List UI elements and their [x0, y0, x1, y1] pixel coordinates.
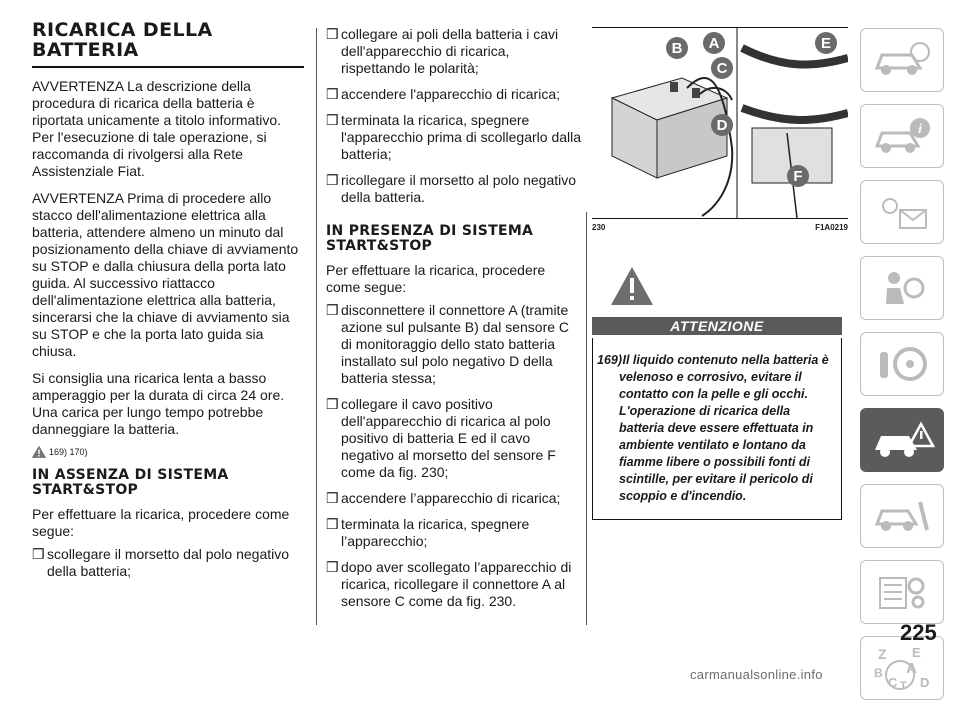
- list-item: ❒ ricollegare il morsetto al polo negativo della batteria.: [326, 172, 577, 205]
- dashboard-warning-icon: [872, 192, 932, 232]
- svg-text:A: A: [906, 660, 917, 677]
- checkbox-bullet-icon: ❒: [326, 396, 339, 412]
- checkbox-bullet-icon: ❒: [326, 490, 339, 506]
- title-divider: [32, 66, 304, 68]
- nav-dashboard-warning[interactable]: [860, 180, 944, 244]
- technical-data-icon: [872, 572, 932, 612]
- figure-code: F1A0219: [815, 223, 848, 232]
- list-item: ❒ accendere l’apparecchio di ricarica;: [326, 490, 561, 506]
- svg-text:B: B: [874, 666, 883, 680]
- column-middle: [326, 26, 582, 619]
- attention-item-text: Il liquido contenuto nella batteria è velenoso e corrosivo, evitare il contatto con la pelle e gli occhi. L'operazione di ricarica della batteria deve essere effettuata in ambiente ventilato e lontano da fiamme libere o possibili fonti di scintille, per evitare il pericolo di scoppio e d'incendio.: [619, 353, 829, 503]
- car-emergency-icon: [869, 418, 935, 462]
- section-intro-no-start-stop: Per effettuare la ricarica, procedere come segue:: [32, 506, 290, 539]
- attention-item-number: 169): [597, 353, 623, 367]
- warning-reference-numbers: 169) 170): [49, 447, 88, 457]
- callout-b: B: [671, 40, 683, 57]
- checkbox-bullet-icon: ❒: [326, 26, 339, 42]
- nav-steering[interactable]: [860, 332, 944, 396]
- callout-d: D: [716, 117, 728, 134]
- battery-figure: [592, 27, 848, 218]
- slow-charge-paragraph: Si consiglia una ricarica lenta a basso amperaggio per la durata di circa 24 ore. Una carica per lungo tempo potrebbe danneggiare la batteria.: [32, 370, 285, 437]
- car-info-icon: [872, 40, 932, 80]
- steering-wheel-icon: [872, 344, 932, 384]
- list-item: ❒ collegare il cavo positivo dell'apparecchio di ricarica al polo positivo di batteria E ed il cavo negativo al morsetto del sensore F come da fig. 230;: [326, 396, 556, 480]
- column-divider: [586, 212, 587, 625]
- svg-text:i: i: [918, 121, 922, 136]
- svg-text:T: T: [900, 680, 907, 692]
- list-item: ❒ disconnettere il connettore A (tramite azione sul pulsante B) dal sensore C di monitoraggio dello stato batteria installato sul polo negativo D della batteria stessa;: [326, 302, 570, 386]
- battery-illustration: [592, 28, 848, 218]
- list-item: ❒ terminata la ricarica, spegnere l'apparecchio prima di scollegarlo dalla batteria;: [326, 112, 582, 162]
- attention-item: [597, 352, 837, 505]
- nav-car-tip[interactable]: [860, 104, 944, 168]
- callout-e: E: [820, 35, 832, 52]
- car-tip-icon: [872, 116, 932, 156]
- figure-number: 230: [592, 223, 606, 232]
- nav-maintenance[interactable]: [860, 484, 944, 548]
- warning-paragraph-2: AVVERTENZA Prima di procedere allo stacco dell'alimentazione elettrica alla batteria, attendere almeno un minuto dal posizionamento della chiave di avviamento su STOP e dalla chiusura della porta lato guida. Al successivo riattacco dell'alimentazione elettrica alla batteria, sincerarsi che la chiave di avviamento sia su STOP e che la porta lato guida sia chiusa.: [32, 190, 299, 359]
- section-intro-start-stop: Per effettuare la ricarica, procedere come segue:: [326, 262, 546, 295]
- attention-title: ATTENZIONE: [592, 317, 842, 335]
- list-item: ❒ accendere l'apparecchio di ricarica;: [326, 86, 561, 102]
- checkbox-bullet-icon: ❒: [326, 302, 339, 318]
- column-left: [32, 20, 304, 589]
- warning-paragraph-1: AVVERTENZA La descrizione della procedura di ricarica della batteria è riportata unicamente a titolo informativo. Per l'esecuzione di tale operazione, si raccomanda di rivolgersi alla Rete Assistenziale Fiat.: [32, 78, 282, 179]
- warning-triangle-icon: [32, 446, 46, 458]
- nav-emergency[interactable]: [860, 408, 944, 472]
- checkbox-bullet-icon: ❒: [326, 172, 339, 188]
- list-item: ❒ scollegare il morsetto dal polo negativo della batteria;: [32, 546, 290, 579]
- nav-car-info[interactable]: [860, 28, 944, 92]
- svg-text:C: C: [888, 675, 898, 690]
- page-number: 225: [900, 620, 937, 645]
- warning-references: [32, 446, 304, 458]
- checkbox-bullet-icon: ❒: [326, 516, 339, 532]
- svg-text:D: D: [920, 675, 930, 690]
- column-right: [592, 27, 848, 520]
- side-navigation: [860, 28, 952, 712]
- watermark: carmanualsonline.info: [690, 667, 823, 682]
- warning-triangle-icon: [610, 266, 654, 306]
- svg-text:Z: Z: [878, 646, 887, 662]
- nav-technical-data[interactable]: [860, 560, 944, 624]
- figure-caption: [592, 218, 848, 232]
- list-item: ❒ collegare ai poli della batteria i cavi dell'apparecchio di ricarica, rispettando le polarità;: [326, 26, 559, 76]
- car-maintenance-icon: [872, 496, 932, 536]
- checkbox-bullet-icon: ❒: [32, 546, 45, 562]
- checkbox-bullet-icon: ❒: [326, 559, 339, 575]
- svg-text:E: E: [912, 645, 921, 660]
- section-heading-no-start-stop: IN ASSENZA DI SISTEMA START&STOP: [32, 467, 229, 498]
- page-title: RICARICA DELLA BATTERIA: [32, 19, 213, 61]
- callout-f: F: [793, 168, 803, 185]
- callout-a: A: [708, 35, 720, 52]
- checkbox-bullet-icon: ❒: [326, 112, 339, 128]
- attention-warning-icon-wrapper: [610, 266, 848, 311]
- airbag-safety-icon: [872, 268, 932, 308]
- checkbox-bullet-icon: ❒: [326, 86, 339, 102]
- attention-box: [592, 338, 842, 520]
- list-item: ❒ terminata la ricarica, spegnere l’apparecchio;: [326, 516, 530, 549]
- column-divider: [316, 28, 317, 625]
- nav-airbag-safety[interactable]: [860, 256, 944, 320]
- list-item: ❒ dopo aver scollegato l’apparecchio di ricarica, ricollegare il connettore A al sensore C come da fig. 230.: [326, 559, 572, 609]
- callout-c: C: [716, 60, 728, 77]
- section-heading-start-stop: IN PRESENZA DI SISTEMA START&STOP: [326, 223, 534, 254]
